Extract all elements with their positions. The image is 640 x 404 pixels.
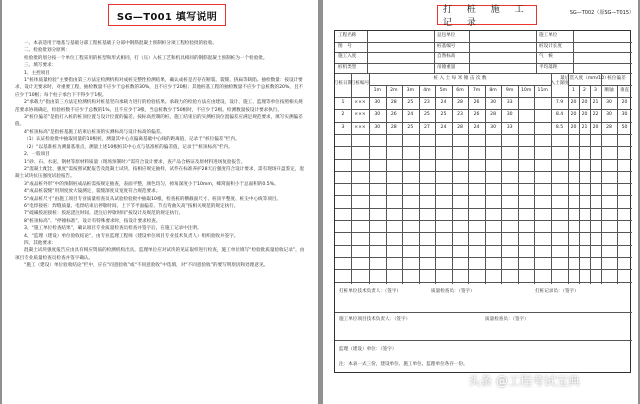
body-paragraph: 混凝土试块强度报告应由具有相应资质的检测机构出具，监理单位应对试块的见证取样进行检查，施工单位填写“检验批质量验收记录”，由项目专业质量检查员检查并签字确认。 bbox=[15, 248, 305, 261]
header-cell: 7m bbox=[472, 88, 481, 93]
header-cell: 打桩编号 bbox=[350, 81, 370, 86]
header-cell: 4m bbox=[423, 88, 431, 93]
data-cell: 28 bbox=[457, 100, 463, 105]
data-cell: 33 bbox=[506, 100, 513, 105]
table-rule bbox=[335, 312, 632, 313]
header-cell: 6m bbox=[456, 88, 464, 93]
table-rule bbox=[601, 73, 602, 284]
data-cell: 8.4 bbox=[555, 112, 564, 118]
data-cell: 30 bbox=[506, 112, 513, 118]
table-rule bbox=[335, 232, 632, 233]
data-cell: 8.5 bbox=[555, 124, 564, 130]
info-label: 总包单位 bbox=[437, 33, 456, 38]
header-cell: 2m bbox=[390, 88, 398, 93]
data-cell: ××× bbox=[354, 100, 366, 105]
body-paragraph: 3“成品桩外形”中的预制桩成品桩需按规定抽查，表面平整，颜色均匀，掉角深度小于10mm，蜂窝面积小于总面积的0.5%。 bbox=[24, 181, 279, 187]
table-rule bbox=[518, 85, 519, 284]
data-cell: 25 bbox=[407, 100, 414, 105]
data-cell: 24 bbox=[440, 124, 447, 130]
table-rule bbox=[452, 85, 453, 284]
header-cell: 2 bbox=[583, 88, 586, 93]
body-paragraph: 一、本表适用于地基与基础分部工程桩基础子分部中钢筋混凝土预制桩分项工程检验批的验收。 bbox=[24, 41, 217, 46]
header-cell: 桩 入 土 每 米 锤 击 次 数 bbox=[433, 76, 487, 81]
left-page-title: SG—T001 填写说明 bbox=[108, 4, 226, 26]
data-cell: 26 bbox=[473, 112, 480, 118]
info-label: 气 候 bbox=[539, 54, 553, 59]
data-cell: 26 bbox=[473, 100, 480, 105]
header-cell: 桩位偏差 bbox=[607, 76, 626, 81]
body-paragraph: （2）“以基准桩为测量基准点，测量上述10根桩其中心点与基准桩的偏差值，记录于“桩顶标高”栏内。 bbox=[24, 144, 233, 150]
body-paragraph: 四、其他要求： bbox=[24, 240, 57, 246]
body-paragraph: 2、一般项目 bbox=[24, 152, 50, 158]
signature-label: 质量检查员：（签字） bbox=[485, 317, 529, 322]
table-rule bbox=[335, 245, 632, 246]
data-cell: 30 bbox=[621, 112, 628, 118]
data-cell: 1 bbox=[341, 100, 345, 105]
data-cell: 30 bbox=[606, 112, 612, 118]
header-cell: 8m bbox=[489, 88, 497, 93]
body-paragraph: 4“桩顶标高”是指桩基施工结束后桩顶的实测标高与设计标高的偏差。 bbox=[24, 129, 165, 135]
data-cell: 20 bbox=[570, 124, 577, 130]
header-cell: 垂直 bbox=[619, 88, 630, 93]
data-cell: 3 bbox=[341, 124, 345, 130]
data-cell: 24 bbox=[473, 124, 480, 130]
header-cell: 1 bbox=[572, 88, 575, 93]
table-rule bbox=[579, 85, 580, 284]
table-rule bbox=[335, 146, 632, 147]
body-paragraph: 检验批的划分按一个单位工程采用的桩型和形式相同，打（压）入桩工艺和机具相同的钢筋混凝土预制桩为一个检验批。 bbox=[24, 55, 268, 61]
signature-label: 施工单位项目技术负责人：（签字） bbox=[339, 317, 411, 322]
header-cell: 顺轴 bbox=[604, 88, 614, 93]
data-cell: 24 bbox=[440, 100, 447, 105]
data-cell: 30 bbox=[490, 124, 497, 130]
data-cell: 7.9 bbox=[555, 100, 564, 105]
data-cell: 20 bbox=[570, 112, 577, 118]
table-rule bbox=[335, 195, 632, 196]
signature-label: 打桩单位技术负责人：（签字） bbox=[339, 289, 402, 294]
table-rule bbox=[434, 31, 435, 73]
data-cell: 22 bbox=[592, 112, 599, 118]
table-rule bbox=[551, 73, 552, 284]
table-rule bbox=[367, 31, 368, 73]
table-rule bbox=[335, 171, 632, 172]
table-rule bbox=[335, 42, 632, 43]
info-label: 桩设计长度 bbox=[539, 43, 562, 49]
data-cell: 20 bbox=[570, 100, 577, 105]
table-rule bbox=[335, 63, 632, 64]
header-cell: 9m bbox=[505, 88, 514, 93]
table-rule bbox=[335, 159, 632, 160]
data-cell: 23 bbox=[423, 100, 430, 105]
header-cell: 10m bbox=[521, 88, 532, 93]
table-rule bbox=[469, 31, 470, 73]
data-cell: 30 bbox=[606, 100, 612, 105]
body-paragraph: 二、检验批划分原则： bbox=[24, 48, 70, 54]
right-page-title: 打 桩 施 工 记 录 bbox=[437, 5, 537, 25]
table-rule bbox=[501, 85, 502, 284]
info-label: 施工入度 bbox=[338, 54, 357, 59]
info-label: 图 号 bbox=[338, 43, 352, 49]
table-rule bbox=[335, 340, 632, 341]
table-rule bbox=[402, 85, 403, 284]
table-rule bbox=[335, 97, 632, 98]
table-rule bbox=[335, 52, 632, 53]
watermark bbox=[468, 372, 580, 389]
body-paragraph: 三、填写要求： bbox=[24, 63, 57, 69]
pile-driving-record-table bbox=[334, 30, 631, 373]
table-rule bbox=[590, 85, 591, 284]
header-cell: 3 bbox=[594, 88, 597, 93]
table-rule bbox=[386, 85, 387, 284]
data-cell: 28 bbox=[606, 124, 612, 130]
signature-label: 监理（建设）单位：（签字） bbox=[339, 347, 397, 352]
body-paragraph: 8“桩顶标高”、“停锤标准”，设计有特殊要求时，按设计要求检查。 bbox=[24, 218, 161, 224]
header-cell: 打桩日期 bbox=[333, 81, 353, 86]
table-rule bbox=[601, 85, 632, 86]
data-cell: 26 bbox=[390, 112, 397, 118]
info-label: 桩基编号 bbox=[437, 43, 456, 49]
body-paragraph: 6“电焊接桩：焊缝质量、电焊结束后停歇时间、上下节平面偏差、节点弯曲矢高”按相关规范的规定执行。 bbox=[24, 203, 239, 209]
data-cell: 24 bbox=[407, 112, 414, 118]
data-cell: 30 bbox=[374, 112, 381, 118]
data-cell: 27 bbox=[423, 124, 430, 130]
table-rule bbox=[468, 85, 469, 284]
table-rule bbox=[335, 269, 632, 270]
table-rule bbox=[335, 208, 632, 209]
body-paragraph: 4、“监理（建设）单位验收结论”，由专业监理工程师（建设单位项目专业技术负责人）组织验收并签字。 bbox=[24, 233, 239, 239]
table-rule bbox=[573, 31, 574, 73]
body-paragraph: 3“桩位偏差”是指打入桩的桩顶位置与设计位置的偏差。按标高控制的桩，施工结束后的实测桩顶位置偏差应满足规范要求，填写实测偏差值。 bbox=[15, 115, 303, 128]
table-rule bbox=[351, 73, 352, 284]
form-code: SG—T002（原SG—T015） bbox=[569, 10, 634, 16]
info-label: 吊锤重量 bbox=[437, 64, 456, 70]
body-paragraph: 5“成品桩尺寸”由施工项目专业质量检查员从试验检验批中抽取10根，检查桩的横截面尺寸、桩顶平整度、桩尖中心线等项目。 bbox=[24, 196, 282, 202]
data-cell: 25 bbox=[407, 124, 414, 130]
body-paragraph: 4“成品桩裂缝”用刻度放大镜测定，裂缝深度及宽度符合规范要求。 bbox=[24, 189, 161, 195]
data-cell: 23 bbox=[457, 112, 463, 118]
signature-label: 质量检查员：（签字） bbox=[431, 289, 475, 294]
data-cell: 30 bbox=[490, 100, 497, 105]
header-cell: 11m bbox=[537, 88, 548, 93]
info-label: 施工单位 bbox=[539, 33, 558, 38]
info-label: 桩机类型 bbox=[338, 64, 357, 70]
data-cell: 28 bbox=[390, 124, 397, 130]
header-cell: 1m bbox=[373, 88, 381, 93]
header-cell: 3m bbox=[406, 88, 415, 93]
header-cell: 入土深度 bbox=[550, 81, 569, 86]
footnote: 注：本表一式三份，建设单位、施工单位、监理单位各存一份。 bbox=[339, 362, 468, 367]
left-page-body bbox=[15, 40, 307, 270]
header-cell: 5m bbox=[439, 88, 448, 93]
data-cell: 28 bbox=[390, 100, 397, 105]
table-rule bbox=[335, 183, 632, 184]
data-cell: 2 bbox=[341, 112, 345, 118]
data-cell: 28 bbox=[490, 112, 497, 118]
table-rule bbox=[485, 85, 486, 284]
table-rule bbox=[335, 109, 632, 110]
info-label: 平均落距 bbox=[539, 64, 558, 70]
table-rule bbox=[534, 85, 535, 284]
body-paragraph: 7“硫磺胶泥接桩：胶泥浇注时间、浇注后停歇时间”按设计及规范的规定执行。 bbox=[24, 211, 184, 217]
table-rule bbox=[435, 85, 436, 284]
data-cell: 25 bbox=[440, 112, 447, 118]
table-rule bbox=[568, 73, 569, 284]
signature-label: 打桩记录员：（签字） bbox=[535, 289, 579, 294]
data-cell: 50 bbox=[621, 124, 628, 130]
right-document-page bbox=[323, 0, 638, 404]
data-cell: 20 bbox=[581, 112, 588, 118]
body-paragraph: （1）认证检验批中抽取同量的10根桩，测量其中心点偏离基础中心线的距离值，记录于“桩位偏差”栏内。 bbox=[24, 137, 240, 143]
data-cell: 20 bbox=[581, 100, 588, 105]
table-rule bbox=[335, 257, 632, 258]
table-rule bbox=[335, 122, 632, 123]
data-cell: 20 bbox=[621, 100, 628, 105]
table-rule bbox=[419, 85, 420, 284]
table-rule bbox=[369, 73, 370, 284]
left-document-page bbox=[2, 0, 318, 404]
watermark-text: 头条 @工程考试宝典 bbox=[468, 374, 580, 388]
data-cell: 21 bbox=[592, 100, 599, 105]
table-rule bbox=[335, 282, 632, 283]
table-rule bbox=[568, 85, 601, 86]
table-rule bbox=[617, 85, 618, 284]
data-cell: 30 bbox=[374, 124, 381, 130]
body-paragraph: 2“混凝土配比、强度”需按照试配报告及混凝土试块，按相应规定抽样，试件在标准养护28天后强度符合设计要求，需有现场开盘鉴定，混凝土试块抗压强度试验报告。 bbox=[15, 166, 304, 180]
table-rule bbox=[369, 85, 551, 86]
body-paragraph: 1“砂、石、水泥、钢材等原材料质量（现场预制时）”需符合设计要求，查产品合格证及原材料进场复验报告。 bbox=[24, 159, 246, 165]
body-paragraph: 1“桩体质量检验”主要指由第三方法定检测机构对成桩完整性检测结果，确认成桩是否存在断裂、裂缝、挤扁等缺陷。抽检数量：按设计要求，设计无要求时，对重要工程，抽检数量不应少于总桩数的30%，且不应少于20根；其他桩基工程的抽检数量不应少于总桩数的20%，且不应少于10根；每个柱子承台下不得少于1根。 bbox=[15, 78, 304, 98]
data-cell: 21 bbox=[581, 124, 588, 130]
body-paragraph: “施工（建设）单位验收结论”栏中，应在“同意验收”或“不同意验收”中选填，对“不同意验收”的要写明原因和处理意见。 bbox=[24, 263, 269, 269]
table-rule bbox=[335, 134, 632, 135]
data-cell: ××× bbox=[354, 112, 366, 118]
data-cell: 33 bbox=[506, 124, 513, 130]
body-paragraph: 2“承载力”指由第三方法定检测机构对桩基竖向承载力进行的检验结果。承载力的检验方法应由建设、设计、施工、监理等单位按照相关规范要求协商确定，检验桩数不应少于总数的1%，且不应少于3根，当总桩数少于50根时，不应少于2根。检测数量按设计要求执行。 bbox=[15, 100, 303, 113]
body-paragraph: 1、主控项目 bbox=[24, 70, 50, 76]
data-cell: 28 bbox=[457, 124, 463, 130]
data-cell: 30 bbox=[374, 100, 381, 105]
info-label: 自然标高 bbox=[437, 54, 456, 59]
body-paragraph: 3、“施工单位检查结果”，确认项目专业质量检查员检查并签字后，在施工记录中注明。 bbox=[24, 226, 202, 232]
data-cell: 25 bbox=[423, 112, 430, 118]
info-label: 工程名称 bbox=[338, 33, 357, 38]
table-rule bbox=[536, 31, 537, 73]
table-rule bbox=[335, 220, 632, 221]
header-cell: 最后贯入度（mm/10） bbox=[560, 76, 609, 81]
data-cell: 20 bbox=[592, 124, 599, 130]
table-rule bbox=[335, 73, 632, 74]
data-cell: ××× bbox=[354, 124, 366, 130]
